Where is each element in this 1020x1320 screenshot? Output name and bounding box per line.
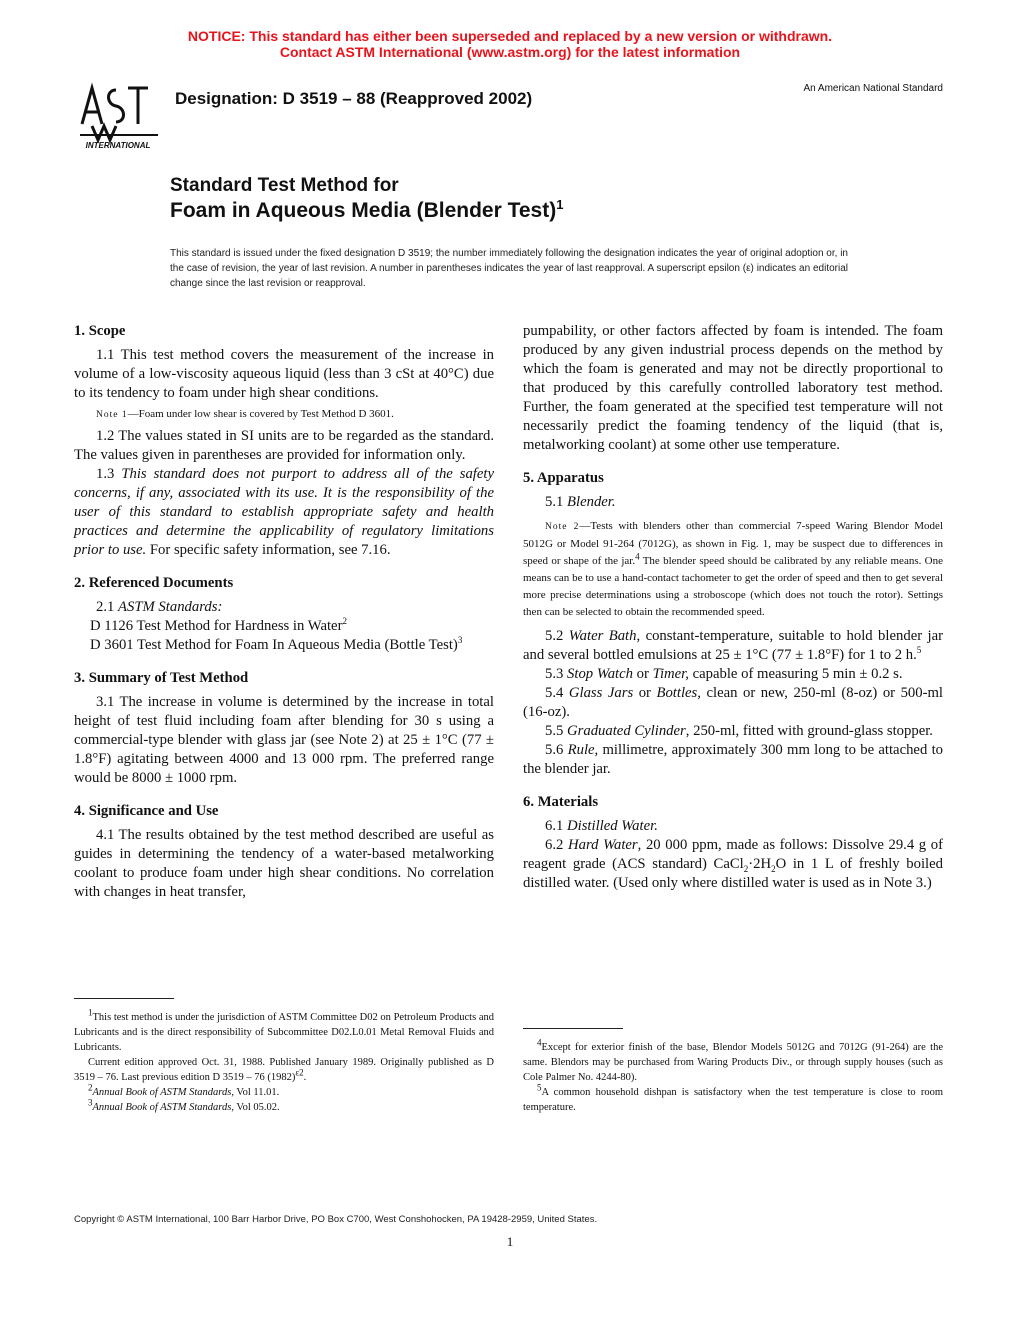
paragraph-5-3 bbox=[523, 665, 943, 684]
section-heading-apparatus: 5. Apparatus bbox=[523, 470, 604, 486]
fn1-text: This test method is under the jurisdiction of ASTM Committee D02 on Petroleum Products and Lubricants and is the direct responsibility of Subcommittee D02.L0.01 Metal Removal Fluids and Lubricants. bbox=[74, 1012, 494, 1053]
note-1-label: Note 1 bbox=[96, 410, 128, 420]
p6-1-num: 6.1 bbox=[545, 818, 564, 834]
note-1-text: —Foam under low shear is covered by Test Method D 3601. bbox=[127, 408, 394, 420]
p6-2-a: , 20 000 ppm, made as follows: Dissolve 29.4 g of reagent grade (ACS standard) CaCl bbox=[523, 837, 944, 872]
ref2-text: D 3601 Test Method for Foam In Aqueous Media (Bottle Test) bbox=[90, 637, 458, 653]
footnotes-left bbox=[74, 1007, 494, 1115]
p5-2-sup: 5 bbox=[916, 645, 922, 656]
p6-2-b: ·2H bbox=[748, 856, 772, 872]
left-column bbox=[74, 322, 494, 902]
paragraph-6-1 bbox=[523, 817, 943, 836]
p5-5-rest: , 250-ml, fitted with ground-glass stopper. bbox=[685, 723, 933, 739]
p5-4-num: 5.4 bbox=[545, 685, 564, 701]
note-2-sup: 4 bbox=[635, 551, 640, 562]
paragraph-3-1: 3.1 The increase in volume is determined by the increase in total height of test fluid including foam after blending for 30 s using a commercial-type blender with glass jar (see Note 2) at 25 ± 1°C (77 ± 1.8°F) agitating between 4000 and 13 000 rpm. The preferred range would be 8000 ± 1000 rpm. bbox=[74, 694, 494, 786]
fn2-rest: , Vol 11.01. bbox=[231, 1087, 280, 1098]
fn5-text: A common household dishpan is satisfactory when the test temperature is close to room temperature. bbox=[523, 1087, 943, 1113]
p6-1-italic: Distilled Water. bbox=[567, 818, 658, 834]
fn4-text: Except for exterior finish of the base, Blendor Models 5012G and 7012G (91-264) are the same. Blendors may be purchased from Waring Products Div., or through supply houses (such as Cole Palmer No. 4244-80). bbox=[523, 1042, 943, 1083]
paragraph-5-2 bbox=[523, 627, 943, 665]
fn3-rest: , Vol 05.02. bbox=[231, 1102, 280, 1113]
p5-3-num: 5.3 bbox=[545, 666, 564, 682]
section-heading-scope: 1. Scope bbox=[74, 323, 126, 339]
title-text: Foam in Aqueous Media (Blender Test) bbox=[170, 199, 557, 222]
notice-line-1: NOTICE: This standard has either been superseded and replaced by a new version or withdrawn. bbox=[187, 28, 833, 44]
fn1-sup: 1 bbox=[88, 1007, 93, 1018]
section-heading-significance: 4. Significance and Use bbox=[74, 803, 219, 819]
astm-logo-icon bbox=[72, 76, 164, 152]
title-line-1: Standard Test Method for bbox=[170, 175, 399, 196]
p1-3-italic: This standard does not purport to address all of the safety concerns, if any, associated with its use. It is the responsibility of the user of this standard to establish appropriate safety and health practices and determine the applicability of regulatory limitations prior to use. bbox=[74, 466, 495, 558]
p5-3-or: or bbox=[633, 666, 653, 682]
p5-4-italic2: Bottles, bbox=[656, 685, 701, 701]
p5-3-italic1: Stop Watch bbox=[567, 666, 633, 682]
american-national-standard: An American National Standard bbox=[803, 83, 943, 94]
footnotes-right bbox=[523, 1037, 943, 1115]
paragraph-5-1 bbox=[523, 493, 943, 512]
p5-4-or: or bbox=[633, 685, 657, 701]
footnote-1b bbox=[74, 1055, 494, 1085]
p1-3-num: 1.3 bbox=[96, 466, 115, 482]
copyright: Copyright © ASTM International, 100 Barr Harbor Drive, PO Box C700, West Conshohocken, PA 19428-2959, United States. bbox=[74, 1214, 598, 1225]
note-2 bbox=[523, 518, 943, 621]
logo-sub-text: INTERNATIONAL bbox=[85, 141, 151, 150]
paragraph-5-5 bbox=[523, 722, 943, 741]
note-2-text: —Tests with blenders other than commercial 7-speed Waring Blendor Model 5012G or Model 91-264 (7012G), as shown in Fig. 1, may be suspect due to differences in speed or shape of the jar. bbox=[523, 520, 943, 567]
fn2-sup: 2 bbox=[88, 1082, 93, 1093]
section-heading-summary: 3. Summary of Test Method bbox=[74, 670, 249, 686]
p2-1-italic: ASTM Standards: bbox=[118, 599, 223, 615]
p6-2-italic: Hard Water bbox=[568, 837, 638, 853]
p5-6-italic: Rule, bbox=[567, 742, 599, 758]
reference-d3601 bbox=[74, 636, 494, 655]
p5-6-num: 5.6 bbox=[545, 742, 564, 758]
title-line-2 bbox=[170, 199, 563, 223]
footnote-3 bbox=[74, 1097, 494, 1115]
paragraph-5-4 bbox=[523, 684, 943, 722]
page-number: 1 bbox=[506, 1234, 514, 1249]
p5-4-italic1: Glass Jars bbox=[568, 685, 634, 701]
notice-line-2: Contact ASTM International (www.astm.org) for the latest information bbox=[279, 44, 741, 60]
fn1b-text: Current edition approved Oct. 31, 1988. Published January 1989. Originally published as D 3519 – 76. Last previous edition D 3519 – 76 (1982) bbox=[74, 1057, 494, 1083]
footnote-rule-left bbox=[74, 998, 174, 999]
ref2-sup: 3 bbox=[457, 635, 463, 646]
fn3-sup: 3 bbox=[88, 1097, 93, 1108]
p5-1-num: 5.1 bbox=[545, 494, 564, 510]
p5-2-num: 5.2 bbox=[545, 628, 564, 644]
p6-2-sub1: 2 bbox=[743, 863, 749, 874]
note-1 bbox=[74, 406, 494, 424]
paragraph-1-1: 1.1 This test method covers the measurement of the increase in volume of a low-viscosity aqueous liquid (less than 3 cSt at 40°C) due to its tendency to foam under high shear conditions. bbox=[74, 347, 494, 401]
fn1b-sup: ε2 bbox=[295, 1067, 304, 1078]
p6-2-sub2: 2 bbox=[771, 863, 776, 874]
right-column bbox=[523, 322, 943, 893]
note-2-label: Note 2 bbox=[545, 522, 580, 532]
p5-5-num: 5.5 bbox=[545, 723, 564, 739]
supersession-notice bbox=[0, 28, 1020, 60]
section-heading-materials: 6. Materials bbox=[523, 794, 599, 810]
fn1b-end: . bbox=[303, 1072, 307, 1083]
p5-4-rest: clean or new, 250-ml (8-oz) or 500-ml (16-oz). bbox=[523, 685, 944, 720]
reference-d1126 bbox=[74, 617, 494, 636]
footnote-2 bbox=[74, 1082, 494, 1100]
paragraph-5-6 bbox=[523, 741, 943, 779]
title-footnote-ref: 1 bbox=[556, 197, 564, 212]
p5-2-italic: Water Bath bbox=[568, 628, 637, 644]
paragraph-1-3 bbox=[74, 465, 494, 560]
p5-2-rest: , constant-temperature, suitable to hold blender jar and several bottled emulsions at 25 ± 1°C (77 ± 1.8°F) for 1 to 2 h. bbox=[523, 628, 943, 663]
paragraph-2-1 bbox=[74, 598, 494, 617]
fn4-sup: 4 bbox=[537, 1037, 542, 1048]
footnote-5 bbox=[523, 1082, 943, 1115]
p6-2-c: O in 1 L of freshly boiled distilled water. (Used only where distilled water is used as in Note 3.) bbox=[523, 856, 943, 891]
p5-6-rest: millimetre, approximately 300 mm long to be attached to the blender jar. bbox=[523, 742, 943, 777]
note-2-rest: The blender speed should be calibrated by any reliable means. One means can be to use a hand-contact tachometer to get the order of speed and then to get several more precise determinations using a stroboscope (which does not touch the rotor). Settings then can be selected to obtain the recommended speed. bbox=[523, 555, 943, 618]
p5-3-italic2: Timer, bbox=[652, 666, 689, 682]
paragraph-4-1a: 4.1 The results obtained by the test method described are useful as guides in determining the tendency of a water-based metalworking coolant to produce foam under high shear conditions. No correlation with changes in heat transfer, bbox=[74, 827, 494, 900]
p5-5-italic: Graduated Cylinder bbox=[567, 723, 686, 739]
astm-logo bbox=[72, 76, 164, 152]
p6-2-num: 6.2 bbox=[545, 837, 564, 853]
paragraph-6-2 bbox=[523, 836, 943, 893]
fn5-sup: 5 bbox=[537, 1082, 542, 1093]
p5-3-rest: capable of measuring 5 min ± 0.2 s. bbox=[688, 666, 903, 682]
ref1-text: D 1126 Test Method for Hardness in Water bbox=[90, 618, 343, 634]
fn2-italic: Annual Book of ASTM Standards bbox=[92, 1087, 232, 1098]
paragraph-1-2: 1.2 The values stated in SI units are to be regarded as the standard. The values given in parentheses are provided for information only. bbox=[74, 428, 494, 463]
fn3-italic: Annual Book of ASTM Standards bbox=[92, 1102, 232, 1113]
p5-1-italic: Blender. bbox=[567, 494, 616, 510]
p2-1-num: 2.1 bbox=[96, 599, 115, 615]
preamble: This standard is issued under the fixed designation D 3519; the number immediately following the designation indicates the year of original adoption or, in the case of revision, the year of last revision. A number in parentheses indicates the year of last reapproval. A superscript epsilon (ε) indicates an editorial change since the last revision or reapproval. bbox=[170, 248, 848, 289]
footnote-4 bbox=[523, 1037, 943, 1085]
section-heading-referenced: 2. Referenced Documents bbox=[74, 575, 234, 591]
footnote-1 bbox=[74, 1007, 494, 1055]
paragraph-4-1b: pumpability, or other factors affected by foam is intended. The foam produced by any given industrial process depends on the method by which the foam is generated and may not be directly proportional to that produced by this carefully controlled laboratory test method. Further, the foam generated at the specified test temperature will not necessarily predict the foaming tendency of the liquid (that is, metalworking coolant) at some other use temperature. bbox=[523, 323, 943, 453]
footnote-rule-right bbox=[523, 1028, 623, 1029]
ref1-sup: 2 bbox=[342, 616, 347, 627]
designation: Designation: D 3519 – 88 (Reapproved 2002) bbox=[175, 89, 533, 108]
p1-3-rest: For specific safety information, see 7.16. bbox=[149, 542, 391, 558]
